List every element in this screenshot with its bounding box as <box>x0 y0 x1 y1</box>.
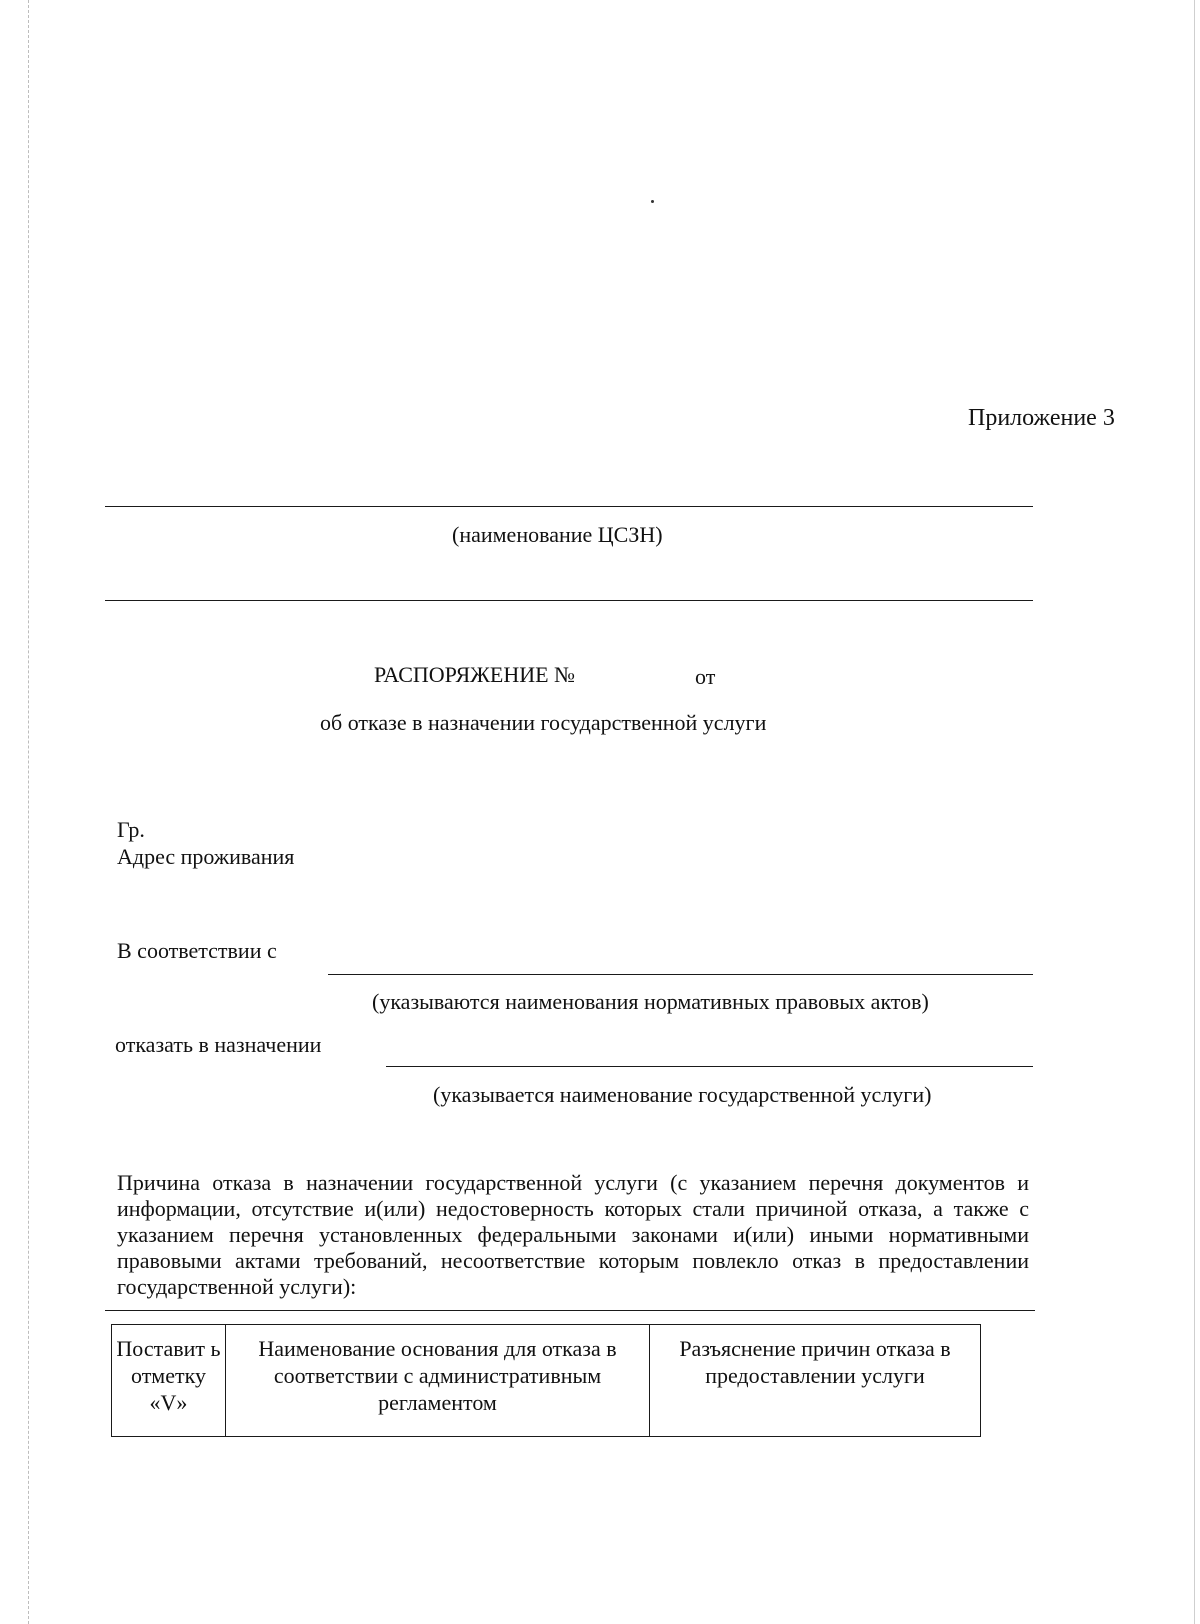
basis-line <box>328 974 1033 975</box>
reason-underline <box>105 1310 1035 1311</box>
refuse-label: отказать в назначении <box>115 1032 322 1057</box>
order-title: РАСПОРЯЖЕНИЕ № <box>374 662 576 687</box>
service-line <box>386 1066 1033 1067</box>
scan-speck <box>651 200 654 203</box>
basis-label: В соответствии с <box>117 938 277 963</box>
refusal-reason-text: Причина отказа в назначении государственной услуги (с указанием перечня документов и информации, отсутствие и(или) недостоверность которых стали причиной отказа, а также с указанием перечня установленных федеральными законами и(или) иными нормативными правовыми актами требований, несоответствие которым повлекло отказ в предоставлении государственной услуги): <box>117 1170 1029 1299</box>
citizen-label: Гр. <box>117 817 145 842</box>
table-header-basis: Наименование основания для отказа в соответствии с административным регламентом <box>226 1325 650 1437</box>
scan-right-edge <box>1194 0 1195 1624</box>
table-header-mark: Поставит ь отметку «V» <box>112 1325 226 1437</box>
org-name-caption: (наименование ЦСЗН) <box>452 522 663 547</box>
org-details-line <box>105 600 1033 601</box>
org-name-line <box>105 506 1033 507</box>
service-caption: (указывается наименование государственной услуги) <box>433 1082 932 1107</box>
address-label: Адрес проживания <box>117 844 295 869</box>
basis-caption: (указываются наименования нормативных правовых актов) <box>372 989 929 1014</box>
scan-left-edge <box>28 0 29 1624</box>
table-header-explanation: Разъяснение причин отказа в предоставлении услуги <box>650 1325 981 1437</box>
refusal-reasons-table <box>111 1324 981 1437</box>
table-row <box>112 1325 981 1437</box>
order-subject: об отказе в назначении государственной услуги <box>320 710 767 735</box>
appendix-label: Приложение 3 <box>968 405 1115 431</box>
order-date-word: от <box>695 664 716 689</box>
